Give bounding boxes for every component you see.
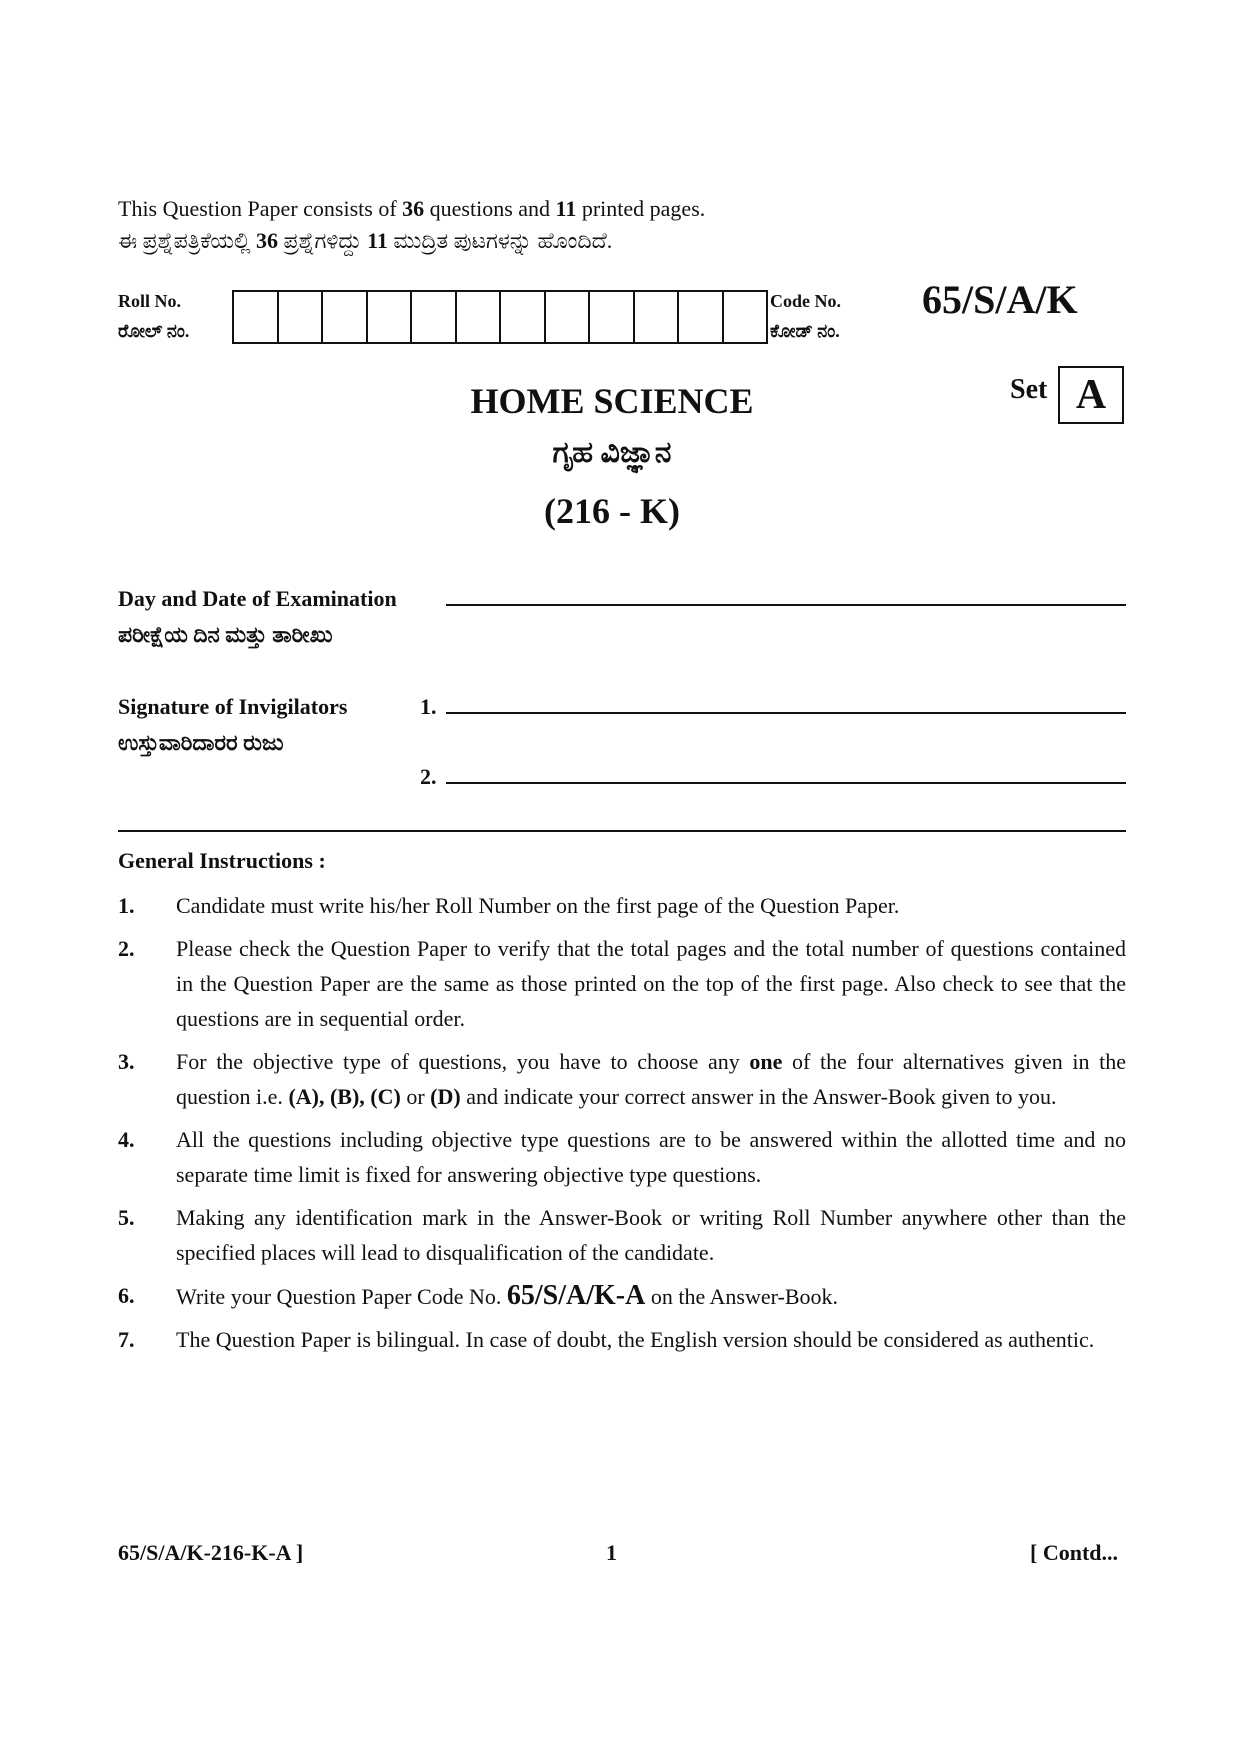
roll-digit-box[interactable] bbox=[590, 292, 635, 342]
paper-info-english: This Question Paper consists of 36 questions and 11 printed pages. bbox=[118, 196, 706, 221]
set-value-box: A bbox=[1058, 366, 1124, 424]
paper-info-kannada: ಈ ಪ್ರಶ್ನೆಪತ್ರಿಕೆಯಲ್ಲಿ 36 ಪ್ರಶ್ನೆಗಳಿದ್ದು 11 ಮುದ್ರಿತ ಪುಟಗಳನ್ನು ಹೊಂದಿದೆ. bbox=[118, 228, 613, 253]
roll-digit-box[interactable] bbox=[724, 292, 769, 342]
signature-1-number: 1. bbox=[420, 694, 437, 719]
invigilators-label: Signature of Invigilators bbox=[118, 694, 348, 719]
roll-digit-box[interactable] bbox=[323, 292, 368, 342]
roll-digit-box[interactable] bbox=[501, 292, 546, 342]
invigilators-label-kannada: ಉಸ್ತುವಾರಿದಾರರ ರುಜು bbox=[118, 730, 284, 755]
instruction-item: 5. Making any identification mark in the Answer-Book or writing Roll Number anywhere other than the specified places will lead to disqualification of the candidate. bbox=[118, 1205, 1126, 1265]
roll-number-boxes[interactable] bbox=[232, 290, 768, 344]
instruction-item: 2. Please check the Question Paper to verify that the total pages and the total number of questions contained in the Question Paper are the same as those printed on the top of the first page. Also check to see that the questions are in sequential order. bbox=[118, 936, 1126, 1031]
roll-number-label: Roll No. ರೋಲ್ ನಂ. bbox=[118, 291, 190, 341]
roll-digit-box[interactable] bbox=[679, 292, 724, 342]
exam-date-label: Day and Date of Examination bbox=[118, 586, 397, 611]
instruction-item: 1. Candidate must write his/her Roll Number on the first page of the Question Paper. bbox=[118, 893, 900, 918]
signature-2-line[interactable] bbox=[446, 782, 1126, 784]
roll-digit-box[interactable] bbox=[457, 292, 502, 342]
signature-2-number: 2. bbox=[420, 764, 437, 789]
signature-1-line[interactable] bbox=[446, 712, 1126, 714]
roll-digit-box[interactable] bbox=[279, 292, 324, 342]
subject-title-kannada: ಗೃಹ ವಿಜ್ಞಾನ bbox=[552, 436, 672, 469]
roll-digit-box[interactable] bbox=[635, 292, 680, 342]
exam-date-label-kannada: ಪರೀಕ್ಷೆಯ ದಿನ ಮತ್ತು ತಾರೀಖು bbox=[118, 622, 333, 647]
roll-digit-box[interactable] bbox=[546, 292, 591, 342]
page-count: 11 bbox=[555, 196, 577, 221]
answer-book-code: 65/S/A/K-A bbox=[506, 1280, 646, 1311]
section-divider bbox=[118, 830, 1126, 832]
footer-paper-code: 65/S/A/K-216-K-A ] bbox=[118, 1540, 304, 1565]
roll-digit-box[interactable] bbox=[234, 292, 279, 342]
general-instructions-title: General Instructions : bbox=[118, 848, 326, 873]
subject-code: (216 - K) bbox=[544, 491, 680, 531]
roll-digit-box[interactable] bbox=[412, 292, 457, 342]
page-number: 1 bbox=[606, 1540, 617, 1565]
exam-date-line[interactable] bbox=[446, 604, 1126, 606]
instruction-item: 6. Write your Question Paper Code No. 65/S/A/K-A on the Answer-Book. bbox=[118, 1280, 839, 1311]
instruction-item: 3. For the objective type of questions, you have to choose any one of the four alternatives given in the question i.e. (A), (B), (C) or (D) and indicate your correct answer in the Answer-Book given to you. bbox=[118, 1049, 1126, 1109]
instruction-item: 4. All the questions including objective type questions are to be answered within the allotted time and no separate time limit is fixed for answering objective type questions. bbox=[118, 1127, 1126, 1187]
instruction-item: 7. The Question Paper is bilingual. In case of doubt, the English version should be considered as authentic. bbox=[118, 1327, 1095, 1352]
set-label: Set bbox=[1010, 374, 1048, 405]
continued-label: [ Contd... bbox=[1030, 1540, 1119, 1565]
instructions-list bbox=[118, 888, 1126, 1365]
code-number-label: Code No. ಕೋಡ್ ನಂ. bbox=[770, 291, 841, 341]
subject-title: HOME SCIENCE bbox=[470, 381, 754, 421]
code-number-value: 65/S/A/K bbox=[922, 277, 1078, 322]
question-count: 36 bbox=[402, 196, 425, 221]
roll-digit-box[interactable] bbox=[368, 292, 413, 342]
